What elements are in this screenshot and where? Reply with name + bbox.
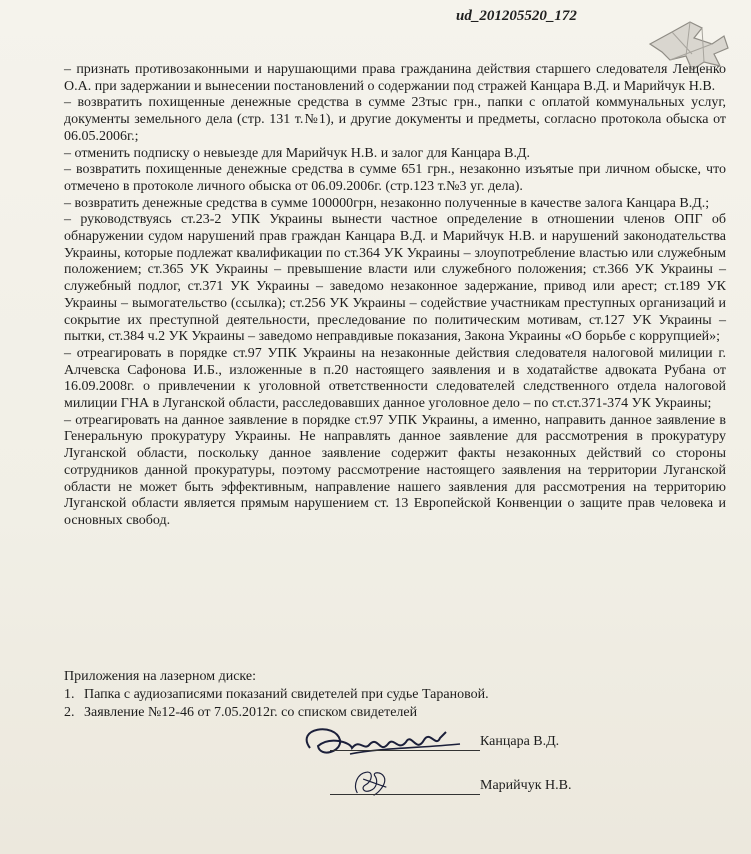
- paragraph: – признать противозаконными и нарушающими права гражданина действия старшего следователя Лещенко О.А. при задержании и вынесении постановлений о содержании под стражей Канцара В.Д. и Марийчук Н.В.: [64, 62, 726, 94]
- document-id: ud_201205520_172: [456, 8, 577, 24]
- signature-line: [330, 750, 480, 751]
- paragraph: – отреагировать в порядке ст.97 УПК Украины на незаконные действия следователя налоговой милиции г. Алчевска Сафонова И.Б., изложенные в п.20 настоящего заявления и в ходатайстве адвоката Рубана от 16.09.2008г. о привлечении к уголовной ответственности следователей следственного отдела налоговой милиции ГНА в Луганской области, расследовавших данное уголовное дело – по ст.ст.371-374 УК Украины;: [64, 345, 726, 412]
- letter-body: [64, 62, 726, 530]
- paragraph: – отменить подписку о невыезде для Марийчук Н.В. и залог для Канцара В.Д.: [64, 145, 531, 161]
- appendix: [64, 668, 726, 722]
- list-item-text: Заявление №12-46 от 7.05.2012г. со списком свидетелей: [84, 705, 418, 720]
- paragraph: – руководствуясь ст.23-2 УПК Украины вынести частное определение в отношении членов ОПГ об обнаружении судом нарушений прав граждан Канцара В.Д. и Марийчук Н.В. и нарушений законодательства Украины, которые подлежат квалификации по ст.364 УК Украины – злоупотребление властью или служебным положением; ст.365 УК Украины – превышение власти или служебного положения; ст.366 УК Украины – служебный подлог, ст.371 УК Украины – заведомо незаконное задержание, привод или арест; ст.189 УК Украины – вымогательство (ссылка); ст.256 УК Украины – содействие участникам преступных организаций и сокрытие их преступной деятельности, преследование по политическим мотивам, ст.127 УК Украины – пытки, ст.384 ч.2 УК Украины – заведомо неправдивые показания, Закона Украины «О борьбе с коррупцией»;: [64, 212, 726, 345]
- signature-line: [330, 794, 480, 795]
- appendix-list: [64, 686, 726, 722]
- paragraph: – отреагировать на данное заявление в порядке ст.97 УПК Украины, а именно, направить данное заявление в Генеральную прокуратуру Украины. Не направлять данное заявление для рассмотрения в прокуратуру Луганской области, поскольку данное заявление содержит факты незаконных действий со стороны сотрудников данной прокуратуры, поэтому рассмотрение настоящего заявления на территории Луганской области не может быть эффективным, направление нашего заявления для рассмотрения на территорию Луганской области является прямым нарушением ст. 13 Европейской Конвенции о защите прав человека и основных свобод.: [64, 412, 726, 528]
- list-item-text: Папка с аудиозаписями показаний свидетелей при судье Тарановой.: [84, 687, 489, 702]
- list-item: [64, 686, 726, 704]
- appendix-title: Приложения на лазерном диске:: [64, 669, 256, 684]
- paragraph: – возвратить денежные средства в сумме 100000грн, незаконно полученные в качестве залога Канцара В.Д.;: [64, 195, 710, 211]
- list-item-number: 2.: [64, 705, 75, 720]
- paragraph: – возвратить похищенные денежные средства в сумме 651 грн., незаконно изъятые при личном обыске, что отмечено в протоколе личного обыска от 06.09.2006г. (стр.123 т.№3 уг. дела).: [64, 162, 726, 194]
- list-item-number: 1.: [64, 687, 75, 702]
- signatory-name: Канцара В.Д.: [480, 734, 560, 749]
- paragraph: – возвратить похищенные денежные средства в сумме 23тыс грн., папки с оплатой коммунальных услуг, документы земельного дела (стр. 131 т.№1), и другие документы и предметы, согласно протокола обыска от 06.05.2006г.;: [64, 95, 726, 144]
- handwritten-signature: [340, 754, 450, 810]
- signatory-name: Марийчук Н.В.: [480, 778, 572, 793]
